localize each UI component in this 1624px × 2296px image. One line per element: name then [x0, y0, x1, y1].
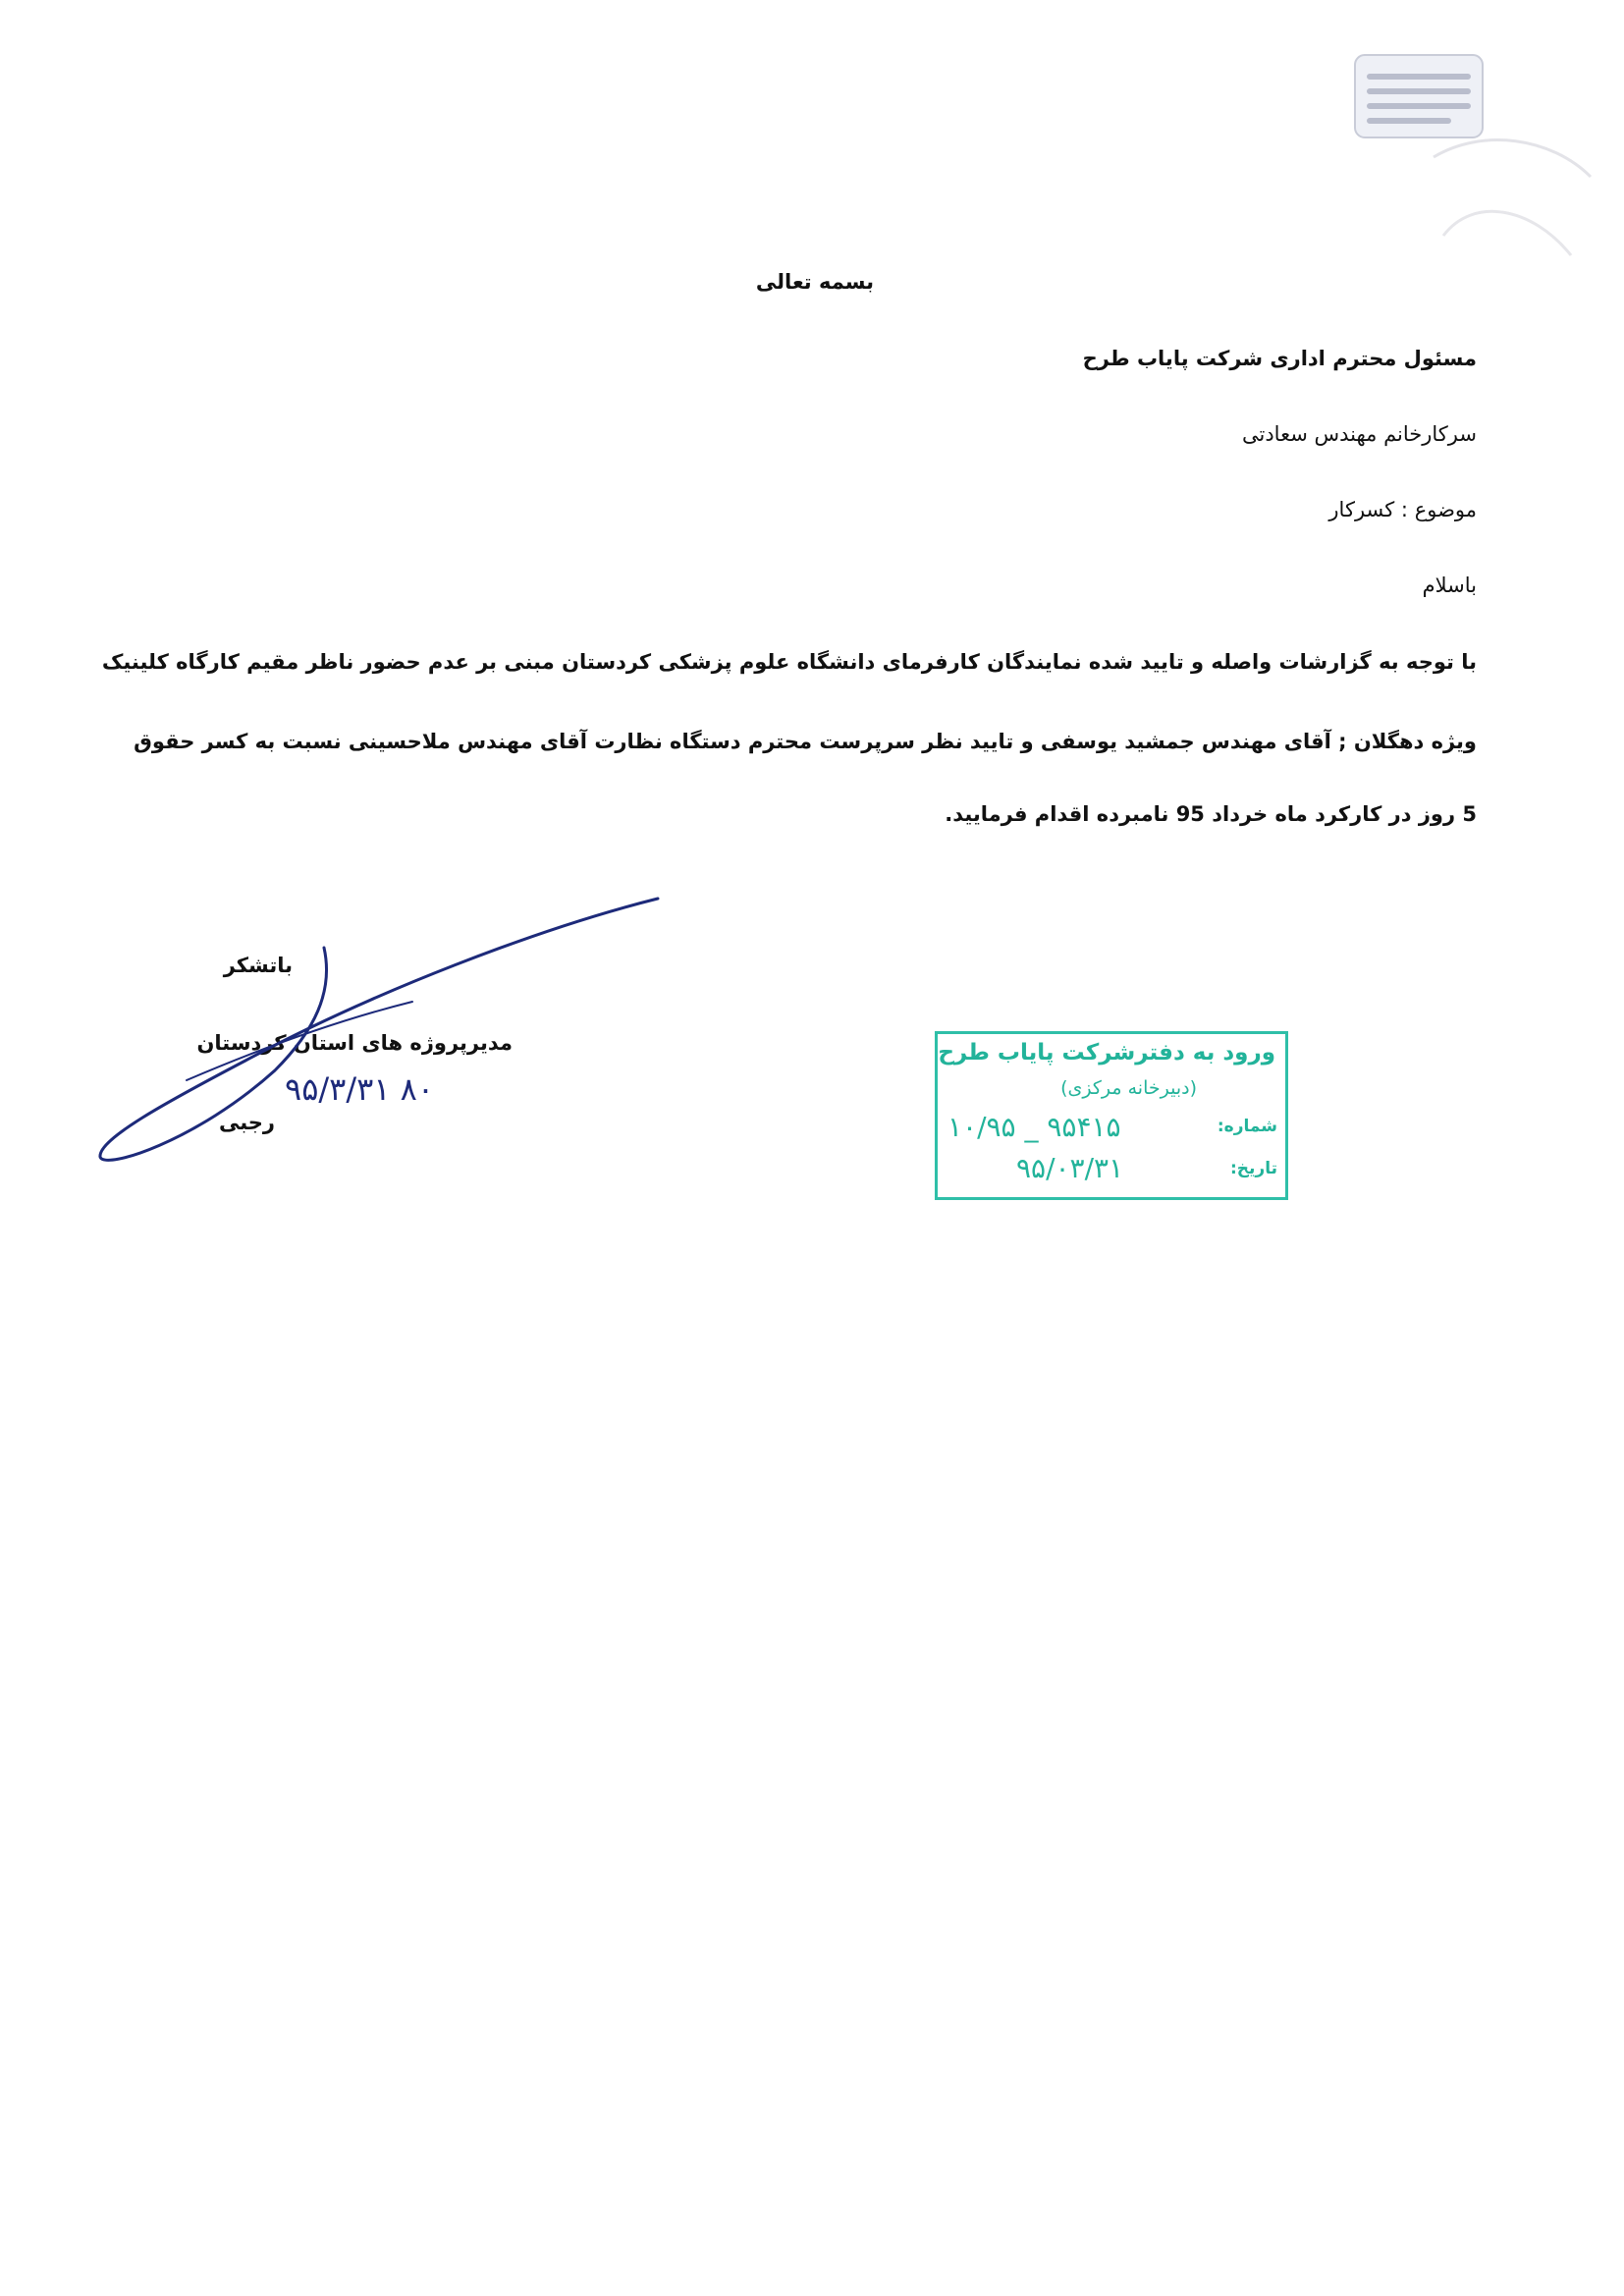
stamp-subtitle: (دبیرخانه مرکزی) — [1060, 1077, 1197, 1099]
letter-heading: بسمه تعالی — [755, 270, 875, 294]
reception-stamp — [935, 1031, 1288, 1200]
body-paragraph-line: با توجه به گزارشات واصله و تایید شده نمایندگان کارفرمای دانشگاه علوم پزشکی کردستان مبنی بر عدم حضور ناظر مقیم کارگاه کلینیک — [101, 650, 1477, 674]
closing-line: باتشکر — [223, 954, 293, 977]
stamp-title: ورود به دفترشرکت پایاب طرح — [938, 1040, 1275, 1066]
body-paragraph-line: ویژه دهگلان ; آقای مهندس جمشید یوسفی و تایید نظر سرپرست محترم دستگاه نظارت آقای مهندس ملاحسینی نسبت به کسر حقوق — [134, 730, 1477, 753]
subject-line: موضوع : کسرکار — [1328, 498, 1477, 521]
handwritten-note-text: ۹۵/۳/۳۱ ۸۰ — [285, 1070, 435, 1108]
handwritten-date-icon — [231, 1056, 457, 1169]
greeting-line: باسلام — [1422, 574, 1477, 597]
corner-scribble-icon — [1414, 118, 1610, 275]
stamp-date-label: تاریخ: — [1230, 1159, 1277, 1178]
signer-name: رجبی — [218, 1111, 275, 1134]
stamp-number-value: ۱۰/۹۵ _ ۹۵۴۱۵ — [947, 1111, 1121, 1143]
stamp-date-value: ۹۵/۰۳/۳۱ — [1016, 1152, 1124, 1184]
body-paragraph-line: 5 روز در کارکرد ماه خرداد 95 نامبرده اقدام فرمایید. — [945, 802, 1477, 826]
signer-title: مدیرپروژه های استان کردستان — [196, 1031, 513, 1055]
attention-line: سرکارخانم مهندس سعادتی — [1241, 422, 1477, 446]
recipient-line: مسئول محترم اداری شرکت پایاب طرح — [1082, 347, 1477, 370]
stamp-number-label: شماره: — [1217, 1117, 1277, 1136]
